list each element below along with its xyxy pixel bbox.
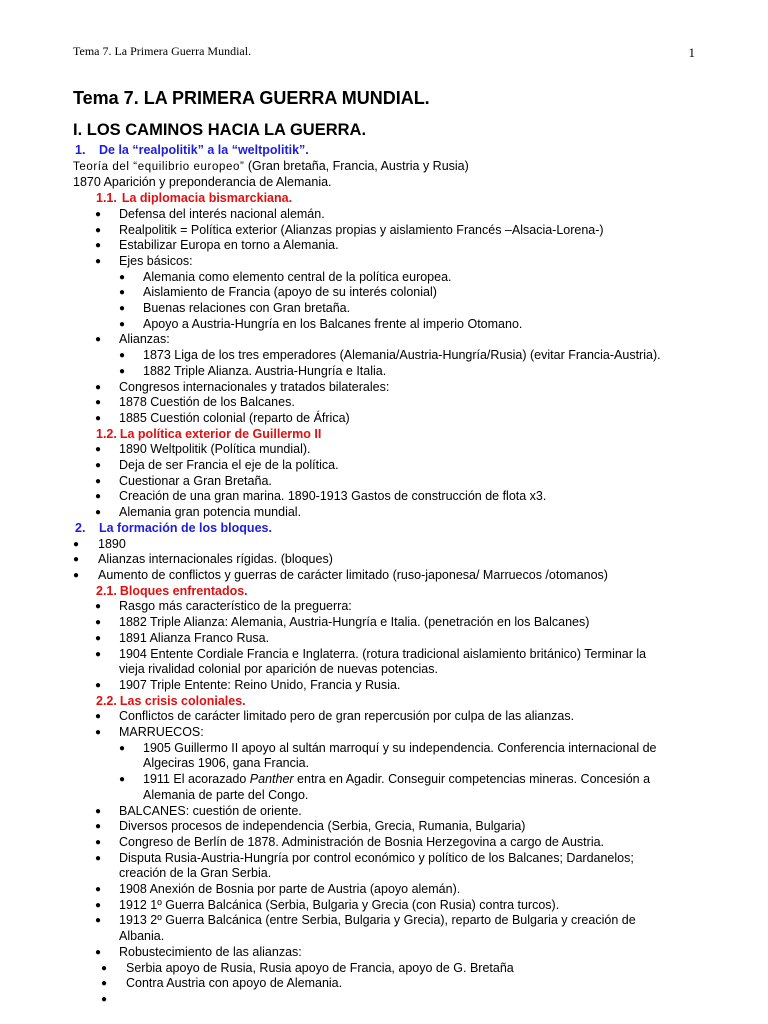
bullet-icon: ● (95, 632, 102, 644)
list-item (73, 442, 708, 458)
item-text: 1904 Entente Cordiale Francia e Inglaterra. (rotura tradicional aislamiento británico) Terminar la (119, 646, 647, 661)
bullet-icon: ● (119, 303, 126, 315)
item-text: Rasgo más característico de la preguerra: (119, 599, 352, 614)
item-text: Algeciras 1906, gana Francia. (143, 756, 310, 771)
item-text: 1908 Anexión de Bosnia por parte de Austria (apoyo alemán). (119, 882, 461, 897)
list-item (73, 725, 708, 741)
document-title: Tema 7. LA PRIMERA GUERRA MUNDIAL. (73, 88, 430, 108)
list-item (73, 804, 708, 820)
item-text: 1912 1º Guerra Balcánica (Serbia, Bulgaria y Grecia (con Rusia) contra turcos). (119, 897, 560, 912)
bullet-icon: ● (95, 397, 102, 409)
bullet-icon: ● (101, 962, 108, 974)
item-text: 1905 Guillermo II apoyo al sultán marroquí y su independencia. Conferencia internacional de (143, 740, 657, 755)
item-text: Robustecimiento de las alianzas: (119, 944, 302, 959)
item-text: Alianzas: (119, 332, 170, 347)
item-text: 1873 Liga de los tres emperadores (Alemania/Austria-Hungría/Rusia) (evitar Francia-Austria). (143, 348, 661, 363)
list-item (73, 223, 708, 239)
heading-text: Las crisis coloniales. (119, 693, 246, 708)
bullet-icon: ● (95, 460, 102, 472)
bullet-icon: ● (119, 742, 126, 754)
list-item-continuation (73, 866, 708, 882)
list-item (73, 599, 708, 615)
bullet-icon: ● (95, 412, 102, 424)
bullet-icon: ● (119, 365, 126, 377)
heading-number: 1.1. (96, 191, 117, 206)
list-item (73, 615, 708, 631)
bullet-icon: ● (119, 318, 126, 330)
item-text: Alemania gran potencia mundial. (119, 505, 302, 520)
item-text: 1882 Triple Alianza. Austria-Hungría e Italia. (143, 363, 387, 378)
sub-subsection-heading (73, 191, 708, 207)
bullet-icon: ● (95, 601, 102, 613)
list-item (73, 631, 708, 647)
bullet-icon: ● (73, 569, 80, 581)
item-text: 1890 Weltpolitik (Política mundial). (119, 442, 311, 457)
outline (73, 143, 708, 1005)
line-text: (Gran bretaña, Francia, Austria y Rusia) (244, 158, 469, 173)
item-text: Cuestionar a Gran Bretaña. (119, 473, 272, 488)
heading-text: La política exterior de Guillermo II (119, 426, 322, 441)
heading-number: 1.2. (96, 426, 117, 441)
item-text: Contra Austria con apoyo de Alemania. (126, 976, 343, 991)
bullet-icon: ● (95, 648, 102, 660)
list-item (73, 458, 708, 474)
list-item (73, 772, 708, 788)
item-text: Disputa Rusia-Austria-Hungría por control económico y político de los Balcanes; Dardanelos; (119, 850, 634, 865)
bullet-icon: ● (73, 538, 80, 550)
bullet-icon: ● (95, 836, 102, 848)
item-text: 1878 Cuestión de los Balcanes. (119, 395, 295, 410)
heading-text: Bloques enfrentados. (119, 583, 248, 598)
bullet-icon: ● (95, 915, 102, 927)
text-line (73, 175, 708, 191)
text-line (73, 159, 708, 176)
item-text: 1907 Triple Entente: Reino Unido, Francia y Rusia. (119, 677, 401, 692)
heading-number: 1. (75, 143, 86, 157)
list-item (73, 961, 708, 977)
bullet-icon: ● (95, 255, 102, 267)
list-item (73, 505, 708, 521)
sub-subsection-heading (73, 584, 708, 600)
bullet-icon: ● (95, 507, 102, 519)
line-text: 1870 Aparición y preponderancia de Alemania. (73, 175, 332, 190)
bullet-icon: ● (95, 381, 102, 393)
list-item (73, 882, 708, 898)
item-text: 1913 2º Guerra Balcánica (entre Serbia, Bulgaria y Grecia), reparto de Bulgaria y creación de (119, 913, 636, 928)
list-item (73, 332, 708, 348)
page-header (73, 44, 695, 59)
list-item (73, 238, 708, 254)
item-text: Deja de ser Francia el eje de la política. (119, 458, 339, 473)
page-number: 1 (688, 45, 695, 60)
item-text: 1891 Alianza Franco Rusa. (119, 630, 270, 645)
subsection-heading (73, 521, 708, 537)
list-item (73, 317, 708, 333)
bullet-icon: ● (95, 617, 102, 629)
item-text: 1890 (98, 536, 126, 551)
bullet-icon: ● (119, 271, 126, 283)
list-item (73, 395, 708, 411)
item-text: BALCANES: cuestión de oriente. (119, 803, 302, 818)
bullet-icon: ● (95, 444, 102, 456)
heading-text: La formación de los bloques. (99, 520, 272, 535)
list-item (73, 568, 708, 584)
list-item (73, 976, 708, 992)
bullet-icon: ● (101, 978, 108, 990)
bullet-icon: ● (95, 946, 102, 958)
item-text: 1882 Triple Alianza: Alemania, Austria-Hungría e Italia. (penetración en los Balcanes) (119, 615, 590, 630)
list-item-continuation (73, 756, 708, 772)
list-item (73, 380, 708, 396)
bullet-icon: ● (95, 208, 102, 220)
item-text: entra en Agadir. Conseguir competencias mineras. Concesión a (293, 772, 651, 787)
list-item-continuation (73, 788, 708, 804)
heading-number: 2. (75, 520, 86, 535)
item-text: Alianzas internacionales rígidas. (bloques) (98, 552, 333, 567)
item-text: Defensa del interés nacional alemán. (119, 206, 325, 221)
item-text: 1885 Cuestión colonial (reparto de África) (119, 410, 350, 425)
list-item (73, 489, 708, 505)
bullet-icon: ● (95, 711, 102, 723)
item-text: Diversos procesos de independencia (Serbia, Grecia, Rumania, Bulgaria) (119, 819, 526, 834)
bullet-icon: ● (95, 899, 102, 911)
item-text: Aumento de conflictos y guerras de carácter limitado (ruso-japonesa/ Marruecos /otomanos) (98, 567, 608, 582)
sub-subsection-heading (73, 427, 708, 443)
item-text-italic: Panther (249, 772, 294, 787)
item-text: Realpolitik = Política exterior (Alianzas propias y aislamiento Francés –Alsacia-Lorena-) (119, 222, 604, 237)
item-text: Buenas relaciones con Gran bretaña. (143, 301, 351, 316)
item-text: creación de la Gran Serbia. (119, 866, 272, 881)
heading-text: De la “realpolitik” a la “weltpolitik”. (99, 143, 309, 157)
list-item (73, 537, 708, 553)
bullet-icon: ● (95, 224, 102, 236)
document-body (73, 88, 708, 1005)
section-title: I. LOS CAMINOS HACIA LA GUERRA. (73, 121, 367, 139)
list-item (73, 254, 708, 270)
item-text: MARRUECOS: (119, 725, 204, 740)
list-item (73, 913, 708, 929)
list-item (73, 207, 708, 223)
bullet-icon: ● (119, 350, 126, 362)
sub-subsection-heading (73, 694, 708, 710)
bullet-icon: ● (95, 884, 102, 896)
list-item (73, 348, 708, 364)
item-text: Albania. (119, 929, 165, 944)
list-item (73, 819, 708, 835)
bullet-icon: ● (95, 805, 102, 817)
heading-text: La diplomacia bismarckiana. (121, 191, 293, 206)
bullet-icon: ● (95, 679, 102, 691)
list-item (73, 270, 708, 286)
item-text: Congresos internacionales y tratados bilaterales: (119, 379, 390, 394)
bullet-icon: ● (95, 821, 102, 833)
bullet-icon: ● (95, 475, 102, 487)
item-text: Alemania de parte del Congo. (143, 787, 309, 802)
list-item (73, 835, 708, 851)
bullet-icon: ● (101, 993, 108, 1005)
item-text: Aislamiento de Francia (apoyo de su interés colonial) (143, 285, 437, 300)
subsection-heading (73, 143, 708, 159)
list-item (73, 678, 708, 694)
bullet-icon: ● (119, 774, 126, 786)
item-text: Apoyo a Austria-Hungría en los Balcanes frente al imperio Otomano. (143, 316, 523, 331)
list-item (73, 945, 708, 961)
item-text: Congreso de Berlín de 1878. Administración de Bosnia Herzegovina a cargo de Austria. (119, 834, 605, 849)
line-text: Teoría del “equilibrio europeo” (73, 160, 245, 173)
list-item (73, 741, 708, 757)
item-text: Alemania como elemento central de la política europea. (143, 269, 452, 284)
item-text: Conflictos de carácter limitado pero de gran repercusión por culpa de las alianzas. (119, 709, 575, 724)
heading-number: 2.2. (96, 693, 117, 708)
heading-number: 2.1. (96, 583, 117, 598)
item-text: Ejes básicos: (119, 253, 193, 268)
bullet-icon: ● (95, 852, 102, 864)
list-item (73, 709, 708, 725)
bullet-icon: ● (95, 240, 102, 252)
list-item (73, 285, 708, 301)
item-text: vieja rivalidad colonial por aparición de nuevas potencias. (119, 662, 438, 677)
list-item (73, 647, 708, 663)
bullet-icon: ● (73, 554, 80, 566)
item-text: 1911 El acorazado (143, 772, 250, 787)
bullet-icon: ● (95, 334, 102, 346)
item-text: Serbia apoyo de Rusia, Rusia apoyo de Francia, apoyo de G. Bretaña (126, 960, 514, 975)
bullet-icon: ● (119, 287, 126, 299)
list-item (73, 898, 708, 914)
bullet-icon: ● (95, 727, 102, 739)
list-item (73, 301, 708, 317)
list-item (73, 851, 708, 867)
running-title: Tema 7. La Primera Guerra Mundial. (73, 44, 252, 58)
list-item (73, 552, 708, 568)
item-text: Estabilizar Europa en torno a Alemania. (119, 238, 339, 253)
list-item (73, 474, 708, 490)
list-item (73, 411, 708, 427)
list-item (73, 364, 708, 380)
item-text: Creación de una gran marina. 1890-1913 Gastos de construcción de flota x3. (119, 489, 547, 504)
list-item-continuation (73, 929, 708, 945)
bullet-icon: ● (95, 491, 102, 503)
list-item-continuation (73, 662, 708, 678)
